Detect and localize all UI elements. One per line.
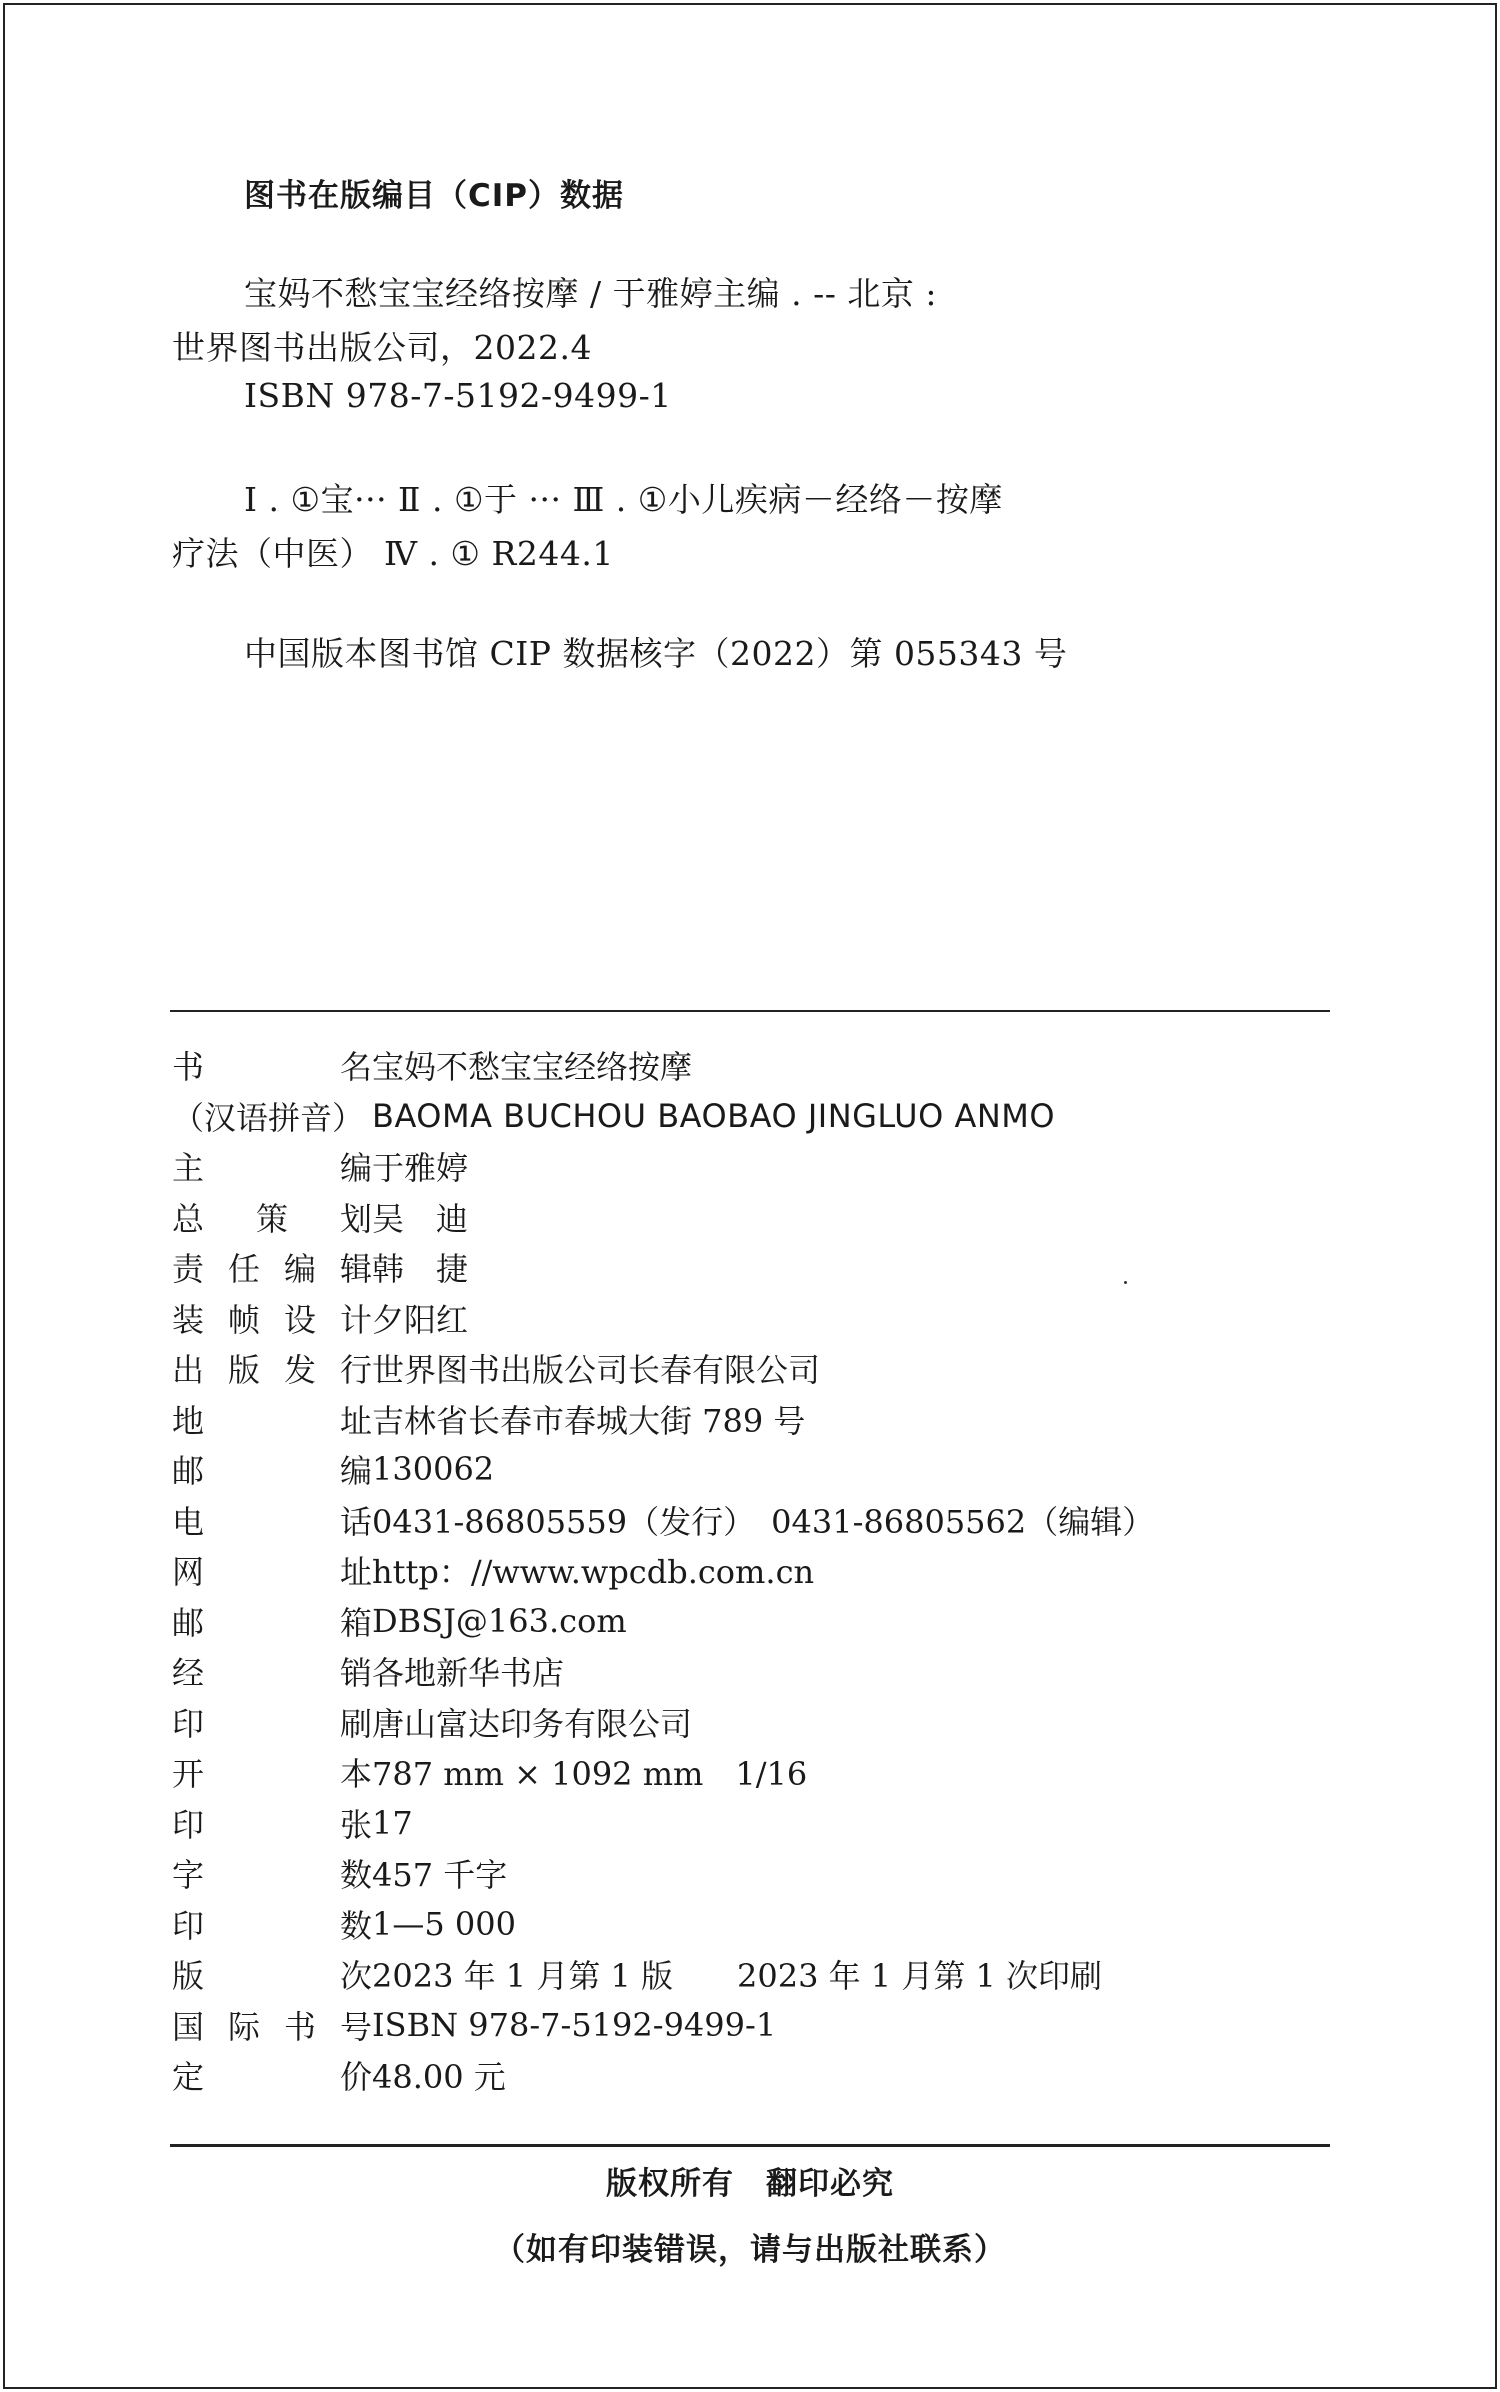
spec-value: 130062 <box>372 1450 495 1489</box>
spec-label-char: 张 <box>339 1805 372 1844</box>
spec-row <box>172 1545 1154 1596</box>
spec-value: 2023 年 1 月第 1 版 2023 年 1 月第 1 次印刷 <box>372 1957 1103 1996</box>
spec-label-char: 箱 <box>339 1603 372 1642</box>
spec-label-char: 版 <box>172 1957 205 1996</box>
spec-label <box>172 2050 372 2101</box>
spec-value: BAOMA BUCHOU BAOBAO JINGLUO ANMO <box>372 1096 1056 1135</box>
spec-label-char: 址 <box>339 1553 372 1592</box>
spec-label <box>172 1444 372 1495</box>
copyright-notice: 版权所有 翻印必究 <box>606 2166 894 2202</box>
spec-label-char: 定 <box>172 2058 205 2097</box>
spec-label <box>172 1697 372 1748</box>
spec-label-char: 任 <box>227 1250 260 1289</box>
spec-row <box>172 1394 1154 1445</box>
spec-label <box>172 1798 372 1849</box>
spec-value: 1—5 000 <box>372 1904 516 1943</box>
spec-label-char: 策 <box>255 1199 288 1238</box>
spec-label-char: 印 <box>172 1805 205 1844</box>
spec-label-char: 字 <box>172 1856 205 1895</box>
spec-value: 于雅婷 <box>372 1149 469 1188</box>
spec-label-char: 编 <box>339 1452 372 1491</box>
spec-label-char: 出 <box>172 1351 205 1390</box>
spec-row <box>172 1848 1154 1899</box>
spec-value: 夕阳红 <box>372 1300 469 1339</box>
cip-line-classification: Ⅰ . ①宝··· Ⅱ . ①于 ··· Ⅲ . ①小儿疾病－经络－按摩 <box>244 480 1003 519</box>
spec-label-char: 销 <box>339 1654 372 1693</box>
spec-label <box>172 1596 372 1647</box>
spec-label-char: 本 <box>339 1755 372 1794</box>
spec-value: 17 <box>372 1803 413 1842</box>
top-rule <box>170 1010 1330 1012</box>
spec-row <box>172 1040 1154 1091</box>
spec-label-char: 设 <box>283 1300 316 1339</box>
spec-label-char: 次 <box>339 1957 372 1996</box>
spec-label <box>172 1545 372 1596</box>
spec-value: 世界图书出版公司长春有限公司 <box>372 1351 821 1390</box>
spec-label-char: 地 <box>172 1401 205 1440</box>
spec-label-char: 电 <box>172 1502 205 1541</box>
publication-spec-table <box>172 1040 1154 2101</box>
spec-value: 宝妈不愁宝宝经络按摩 <box>372 1048 693 1087</box>
spec-label-char: 帧 <box>227 1300 260 1339</box>
spec-value: 48.00 元 <box>372 2058 506 2097</box>
spec-value: 韩 捷 <box>372 1250 469 1289</box>
spec-label <box>172 1293 372 1344</box>
spec-label-char: 际 <box>227 2007 260 2046</box>
spec-label-char: 数 <box>339 1906 372 1945</box>
spec-value: http：//www.wpcdb.com.cn <box>372 1553 815 1592</box>
spec-label-char: 划 <box>339 1199 372 1238</box>
spec-label-char: 址 <box>339 1401 372 1440</box>
spec-value: DBSJ@163.com <box>372 1601 627 1640</box>
spec-row <box>172 1242 1154 1293</box>
spec-label-char: 书 <box>172 1048 205 1087</box>
spec-label <box>172 1848 372 1899</box>
cip-line-record-number: 中国版本图书馆 CIP 数据核字（2022）第 055343 号 <box>244 634 1068 673</box>
misprint-contact-notice: （如有印装错误，请与出版社联系） <box>494 2232 1006 2268</box>
spec-label-char: 刷 <box>339 1704 372 1743</box>
spec-label <box>172 1747 372 1798</box>
spec-label-char: 行 <box>339 1351 372 1390</box>
spec-value: 唐山富达印务有限公司 <box>372 1704 693 1743</box>
bottom-rule <box>170 2144 1330 2147</box>
spec-row <box>172 1697 1154 1748</box>
spec-label-char: 名 <box>339 1048 372 1087</box>
spec-label <box>172 1242 372 1293</box>
spec-row <box>172 1141 1154 1192</box>
spec-label <box>172 2000 372 2051</box>
spec-label-char: 计 <box>339 1300 372 1339</box>
spec-label <box>172 1899 372 1950</box>
spec-row <box>172 1444 1154 1495</box>
spec-label-char: 开 <box>172 1755 205 1794</box>
spec-label <box>172 1192 372 1243</box>
spec-row <box>172 1343 1154 1394</box>
spec-label-char: 辑 <box>339 1250 372 1289</box>
spec-value: 吉林省长春市春城大街 789 号 <box>372 1401 806 1440</box>
cip-line-classification-cont: 疗法（中医） Ⅳ . ① R244.1 <box>172 534 614 573</box>
spec-label-char: 装 <box>172 1300 205 1339</box>
spec-value: 各地新华书店 <box>372 1654 565 1693</box>
spec-label <box>172 1343 372 1394</box>
spec-label <box>172 1394 372 1445</box>
spec-row <box>172 1899 1154 1950</box>
spec-label-char: 国 <box>172 2007 205 2046</box>
spec-row <box>172 2000 1154 2051</box>
spec-label-text: （汉语拼音） <box>172 1098 365 1137</box>
spec-label-char: 主 <box>172 1149 205 1188</box>
spec-row <box>172 1495 1154 1546</box>
spec-label-char: 数 <box>339 1856 372 1895</box>
spec-row <box>172 1596 1154 1647</box>
spec-label <box>172 1040 372 1091</box>
spec-row <box>172 1293 1154 1344</box>
spec-label-char: 印 <box>172 1704 205 1743</box>
spec-label-char: 编 <box>339 1149 372 1188</box>
spec-label-char: 价 <box>339 2058 372 2097</box>
spec-label-char: 发 <box>283 1351 316 1390</box>
spec-row <box>172 2050 1154 2101</box>
stray-dot <box>1124 1281 1127 1284</box>
spec-row <box>172 1192 1154 1243</box>
spec-label-char: 书 <box>283 2007 316 2046</box>
spec-value: ISBN 978-7-5192-9499-1 <box>372 2005 777 2044</box>
spec-value: 吴 迪 <box>372 1199 469 1238</box>
spec-label <box>172 1091 372 1142</box>
spec-label <box>172 1495 372 1546</box>
spec-label-char: 经 <box>172 1654 205 1693</box>
spec-label-char: 邮 <box>172 1603 205 1642</box>
spec-row <box>172 1798 1154 1849</box>
spec-label-char: 印 <box>172 1906 205 1945</box>
spec-label <box>172 1646 372 1697</box>
spec-label-char: 邮 <box>172 1452 205 1491</box>
spec-label <box>172 1141 372 1192</box>
spec-row <box>172 1747 1154 1798</box>
spec-value: 787 mm × 1092 mm 1/16 <box>372 1755 808 1794</box>
cip-line-1: 宝妈不愁宝宝经络按摩 / 于雅婷主编 . -- 北京 : <box>244 274 937 313</box>
spec-value: 457 千字 <box>372 1856 508 1895</box>
spec-row <box>172 1091 1154 1142</box>
cip-line-isbn: ISBN 978-7-5192-9499-1 <box>244 376 672 415</box>
spec-row <box>172 1646 1154 1697</box>
cip-line-2: 世界图书出版公司，2022.4 <box>172 328 592 367</box>
spec-label-char: 总 <box>172 1199 205 1238</box>
spec-label-char: 责 <box>172 1250 205 1289</box>
spec-label-char: 号 <box>339 2007 372 2046</box>
spec-row <box>172 1949 1154 2000</box>
spec-label-char: 话 <box>339 1502 372 1541</box>
spec-value: 0431-86805559（发行） 0431-86805562（编辑） <box>372 1502 1155 1541</box>
cip-title: 图书在版编目（CIP）数据 <box>244 178 625 214</box>
spec-label-char: 版 <box>227 1351 260 1390</box>
spec-label <box>172 1949 372 2000</box>
spec-label-char: 网 <box>172 1553 205 1592</box>
spec-label-char: 编 <box>283 1250 316 1289</box>
